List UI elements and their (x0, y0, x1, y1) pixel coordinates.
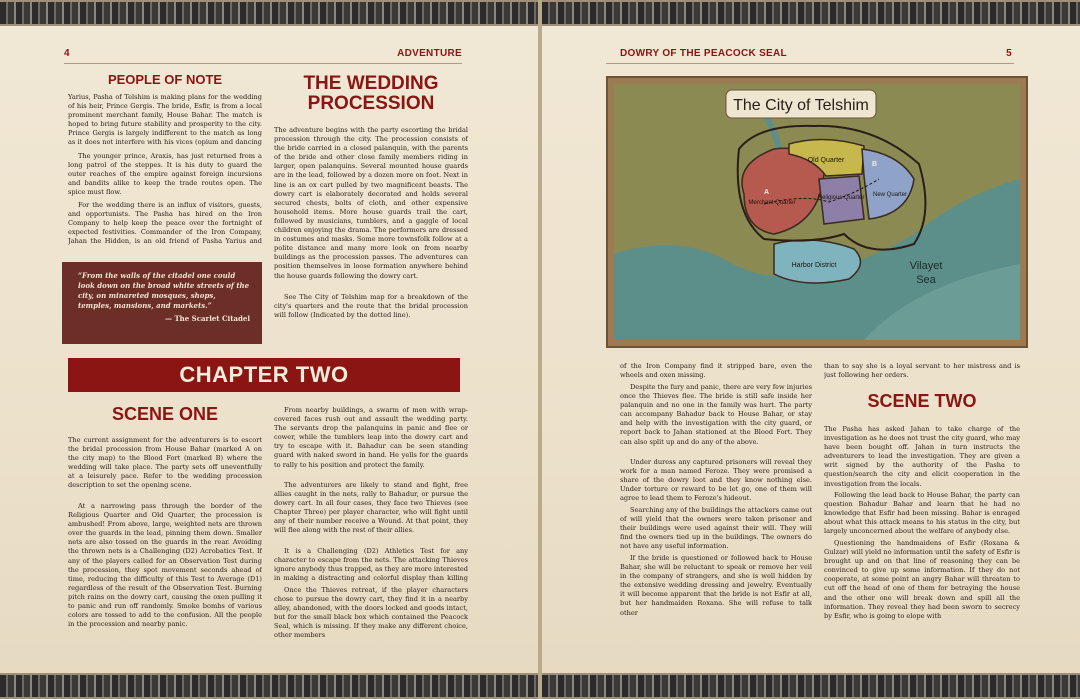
paragraph: For the wedding there is an influx of visitors, guests, and opportunists. The Pasha has hired on the Iron Company to help keep the peace over the fortnight of expected festivities. Commander of the Iron Company, Jahan the Hidden, is an old friend of Pasha Yarius and (68, 201, 262, 246)
paragraph: See The City of Telshim map for a breakdown of the city's quarters and the route that the bridal procession will follow (Indicated by the dotted line). (274, 293, 468, 320)
heading-line: THE WEDDING (303, 73, 439, 94)
paragraph: Once the Thieves retreat, if the player characters chose to pursue the dowry cart, they find it in a nearby alley, abandoned, with the doors locked and goods intact, but for the small black box which contained the Peacock Seal, which is missing. If they make any different choice, other members (274, 586, 468, 640)
chapter-banner: CHAPTER TWO (68, 358, 460, 392)
decorative-border-top (542, 0, 1080, 26)
map-marker-a: A (764, 189, 770, 196)
city-map (606, 76, 1028, 348)
map-marker-b: B (872, 161, 878, 168)
paragraph: Despite the fury and panic, there are very few injuries once the Thieves flee. The bride is still safe inside her palanquin and no one in the family was hurt. The party can accompany Bahadur back to House Bahar, or stay and help with the investigation with the city guard, or report back to Jahan stationed at the Blood Fort. They can also split up and do any of the above. (620, 383, 812, 446)
paragraph: than to say she is a loyal servant to her mistress and is just following her orders. (824, 362, 1020, 380)
paragraph: The current assignment for the adventurers is to escort the bridal procession from House Bahar (marked A on the city map) to the Blood Fort (marked B) where the wedding will take place. The party sets off uneventfully at a leisurely pace. Refer to the wedding procession description to set the opening scene. (68, 436, 262, 490)
scarlet-citadel-quote (62, 262, 262, 344)
header-rule (606, 63, 1014, 64)
paragraph: Yarius, Pasha of Telshim is making plans for the wedding of his heir, Prince Gergis. The bride, Esfir, is from a local prominent merchant family, House Bahar. The match is hoped to bring future stability and prosperity to the city. Prince Gergis is largely indifferent to the match as long as it does not interfere with his vices (opium and dancing (68, 93, 262, 147)
paragraph: Questioning the handmaidens of Esfir (Roxana & Gulzar) will yield no information until the safety of Esfir is brought up and on that line of reasoning they can be convinced to give up some information. If they do not cooperate, at some point an angry Bahar will threaten to cut off the head of one of them for betraying the house and the other one will break down and spill all the information. They reveal they had been sworn to secrecy by Esfir, who is going to elope with (824, 539, 1020, 620)
paragraph: The adventure begins with the party escorting the bridal procession through the city. The procession consists of the bride carried in a closed palanquin, with the parents of the bride and other close family members riding in larger, open palanquins. Several mounted house guards are in the lead, followed by a dozen more on foot. Next in line is an ox cart pulled by two magnificent beasts. The dowry cart is elaborately decorated and holds several secured chests, bolts of cloth, and other expensive household items. More house guards trail the cart, followed by musicians, tumblers, and a gaggle of local children enjoying the drama. The performers are dressed in costumes and masks. Some more townsfolk follow at a polite distance and many more look on from nearby buildings as the procession passes. The adventures can position themselves in loose formation anywhere behind the house guards following the dowry cart. (274, 126, 468, 280)
paragraph: The adventurers are likely to stand and fight, free allies caught in the nets, rally to Bahadur, or pursue the dowry cart. In all four cases, they face two Thieves (see Chapter Three) per player character, who will fight until any of their number receive a Wound. At that point, they will flee along with the rest of their allies. (274, 481, 468, 535)
paragraph: At a narrowing pass through the border of the Religious Quarter and Old Quarter, the procession is ambushed! From above, large, weighted nets are thrown over the guards in the lead, pinning them down. Smaller nets are also tossed on the guards in the rear. Avoiding the thrown nets is a Challenging (D2) Acrobatics Test. If any of the players called for an Observation Test during the procession, they spot movement seconds ahead of time, reducing the difficulty of this Test to Average (D1) regardless of the result of the Observation Test. Burning pitch rains on the dowry cart, causing the oxen pulling it to panic and run off randomly. Smoke bombs of various colors are tossed to add to the confusion. All the people in the procession and nearby panic. (68, 502, 262, 629)
scene-one-heading: SCENE ONE (111, 404, 219, 424)
wedding-procession-heading (274, 74, 468, 114)
page-number: 5 (1006, 48, 1012, 59)
page-number: 4 (64, 48, 70, 59)
people-of-note-heading: PEOPLE OF NOTE (107, 72, 223, 87)
decorative-border-top (0, 0, 538, 26)
map-title: The City of Telshim (733, 97, 869, 114)
map-label-harbor-district: Harbor District (791, 262, 837, 269)
scene-two-heading: SCENE TWO (867, 391, 977, 411)
paragraph: It is a Challenging (D2) Athletics Test for any character to escape from the nets. The attacking Thieves ignore anybody thus trapped, as they are more interested in making a distracting and colorful display than killing (274, 547, 468, 583)
heading-line: PROCESSION (307, 93, 435, 114)
paragraph: Searching any of the buildings the attackers came out of will yield that the owners were taken prisoner and their buildings were used against their will. They will find the owners tied up in the buildings. The owners do not have any useful information. (620, 506, 812, 551)
map-label-religious-quarter: Religious Quarter (817, 195, 865, 201)
map-label-new-quarter: New Quarter (872, 192, 908, 198)
map-label-old-quarter: Old Quarter (807, 157, 845, 164)
header-rule (64, 63, 462, 64)
paragraph: The Pasha has asked Jahan to take charge of the investigation as he does not trust the city guard, who may have been bought off. Jahan in turn instructs the adventurers to lead the investigation. They are given a writ signed by the authority of the Pasha to question/search the city and elicit cooperation in the investigation from the locals. (824, 425, 1020, 488)
paragraph: The younger prince, Araxis, has just returned from a long patrol of the steppes. It is his duty to guard the outer reaches of the empire against foreign incursions and bandits alike to keep the trade routes open. The spice must flow. (68, 152, 262, 197)
running-header: ADVENTURE (397, 48, 462, 59)
paragraph: Following the lead back to House Bahar, the party can question Bahadur Bahar and learn that he had no knowledge that Esfir had been missing. Bahar is enraged about what this attack means to his status in the city, but largely unconcerned about the welfare of anybody else. (824, 491, 1020, 536)
left-page (0, 0, 538, 699)
city-of-telshim-map (614, 84, 1020, 340)
paragraph: From nearby buildings, a swarm of men with wrap-covered faces rush out and assault the wedding party. The servants drop the palanquins in panic and flee or cower, while the tumblers leap into the dowry cart and try to escape with it. Bahadur can be seen standing guard with naked sword in hand. He yells for the guards to rally to his position and protect the family. (274, 406, 468, 469)
map-label-merchant-quarter: Merchant Quarter (748, 200, 796, 206)
map-label-sea: Vilayet (909, 260, 943, 272)
paragraph: Under duress any captured prisoners will reveal they work for a man named Feroze. They were promised a share of the dowry loot and they know nothing else. Under torture or reward to be let go, one of them will agree to lead them to Feroze's hideout. (620, 458, 812, 503)
quote-attribution: — The Scarlet Citadel (165, 314, 250, 323)
map-label-sea: Sea (916, 274, 936, 286)
quote-text: “From the walls of the citadel one could look down on the broad white streets of the city, on minareted mosques, shops, temples, mansions, and markets.” (78, 271, 250, 310)
running-header: DOWRY OF THE PEACOCK SEAL (620, 48, 787, 59)
decorative-border-bottom (542, 673, 1080, 699)
paragraph: If the bride is questioned or followed back to House Bahar, she will be reluctant to speak or remove her veil in the company of strangers, and she is well hidden by the extensive wedding dressing and jewelry. Eventually it will become apparent that the bride is not Esfir at all, but her handmaiden Roxana. She will refuse to talk other (620, 554, 812, 617)
decorative-border-bottom (0, 673, 538, 699)
paragraph: of the Iron Company find it stripped bare, even the wheels and oxen missing. (620, 362, 812, 380)
